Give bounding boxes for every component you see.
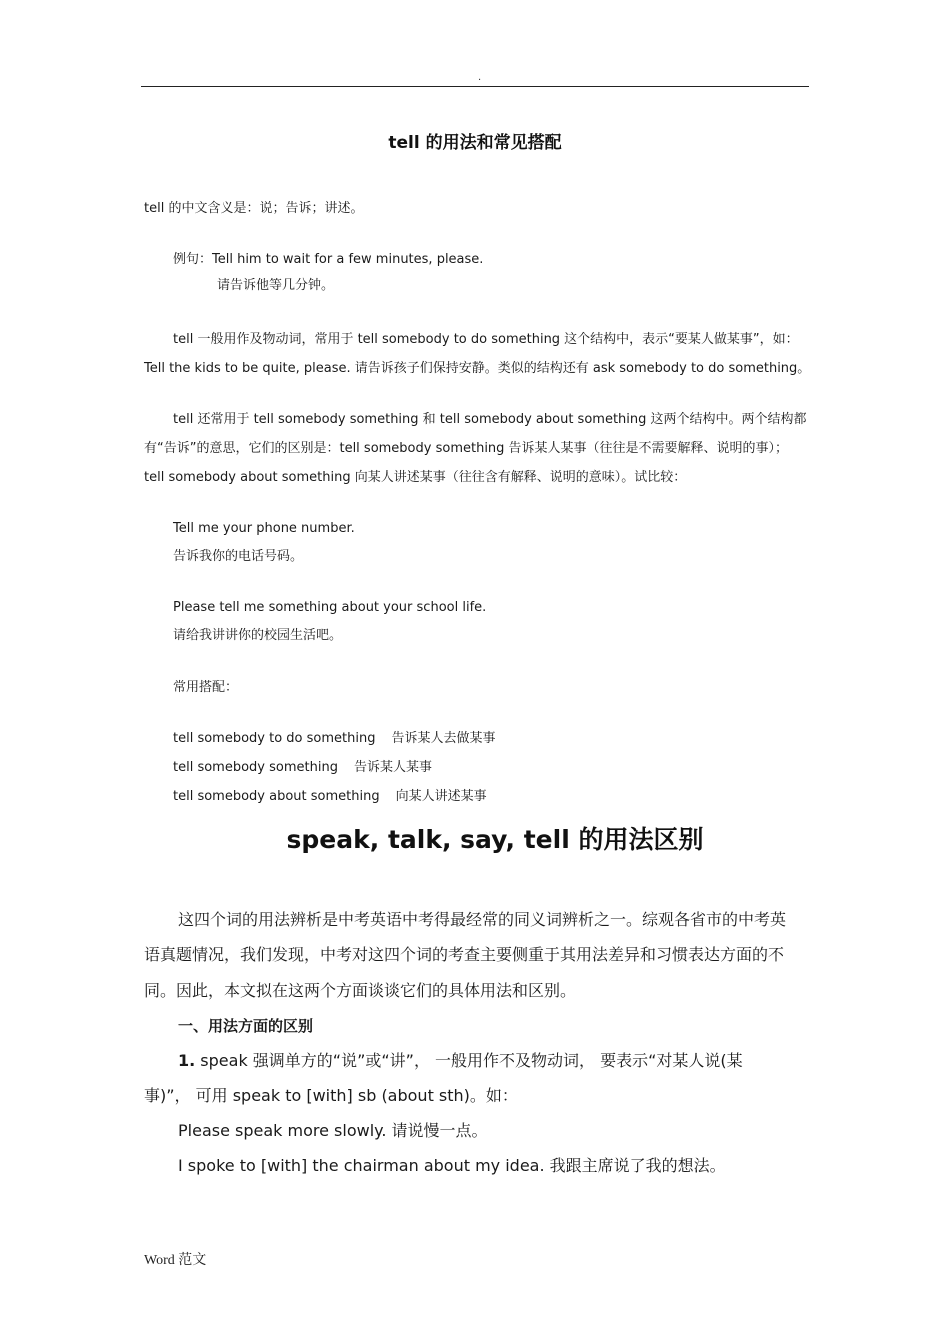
para2-line2: 有“告诉”的意思，它们的区别是：tell somebody something 告诉某人某事（往往是不需要解释、说明的事）； [144,441,789,456]
collocation-en: tell somebody something [173,760,338,775]
collocation-item [173,759,432,777]
collocation-cn: 告诉某人某事 [353,760,432,775]
para2-line3: tell somebody about something 向某人讲述某事（往往含有解释、说明的意味）。试比较： [144,470,687,485]
heading-usage-difference: 一、用法方面的区别 [178,1017,314,1035]
example-translation: 请告诉他等几分钟。 [217,278,335,293]
meaning-text: tell 的中文含义是：说；告诉；讲述。 [144,201,364,216]
intro-line1: 这四个词的用法辨析是中考英语中考得最经常的同义词辨析之一。综观各省市的中考英 [178,910,787,929]
item1-number: 1. [178,1051,196,1070]
header-dot: . [478,72,482,83]
collocation-item [173,730,496,748]
footer-label: Word 范文 [144,1253,207,1268]
para1-line1: tell 一般用作及物动词，常用于 tell somebody to do something 这个结构中，表示“要某人做某事”，如： [173,332,799,347]
collocation-item [173,788,487,806]
item1-example2: I spoke to [with] the chairman about my idea. 我跟主席说了我的想法。 [178,1156,726,1175]
compare-example1-cn: 告诉我你的电话号码。 [173,549,304,564]
collocation-cn: 告诉某人去做某事 [391,731,496,746]
collocation-en: tell somebody to do something [173,731,376,746]
example-sentence: 例句：Tell him to wait for a few minutes, please. [173,252,484,267]
para2-line1: tell 还常用于 tell somebody something 和 tell somebody about something 这两个结构中。两个结构都 [173,412,807,427]
item1-text: speak 强调单方的“说”或“讲”， 一般用作不及物动词， 要表示“对某人说(某 [195,1051,743,1070]
item1-line2: 事)”， 可用 speak to [with] sb (about sth)。如： [144,1086,518,1105]
compare-example2-cn: 请给我讲讲你的校园生活吧。 [173,628,343,643]
section2-title: speak, talk, say, tell 的用法区别 [286,825,704,854]
item1-example1: Please speak more slowly. 请说慢一点。 [178,1121,488,1140]
collocations-label: 常用搭配： [173,680,239,695]
compare-example2-en: Please tell me something about your school life. [173,600,487,615]
section1-title: tell 的用法和常见搭配 [388,133,562,153]
header-rule [141,86,809,87]
item1-line1 [178,1050,743,1072]
intro-line2: 语真题情况，我们发现，中考对这四个词的考查主要侧重于其用法差异和习惯表达方面的不 [144,945,785,964]
collocation-en: tell somebody about something [173,789,380,804]
compare-example1-en: Tell me your phone number. [173,521,355,536]
collocation-cn: 向某人讲述某事 [395,789,487,804]
intro-line3: 同。因此，本文拟在这两个方面谈谈它们的具体用法和区别。 [144,981,577,1000]
para1-line2: Tell the kids to be quite, please. 请告诉孩子们保持安静。类似的结构还有 ask somebody to do something。 [144,361,811,376]
